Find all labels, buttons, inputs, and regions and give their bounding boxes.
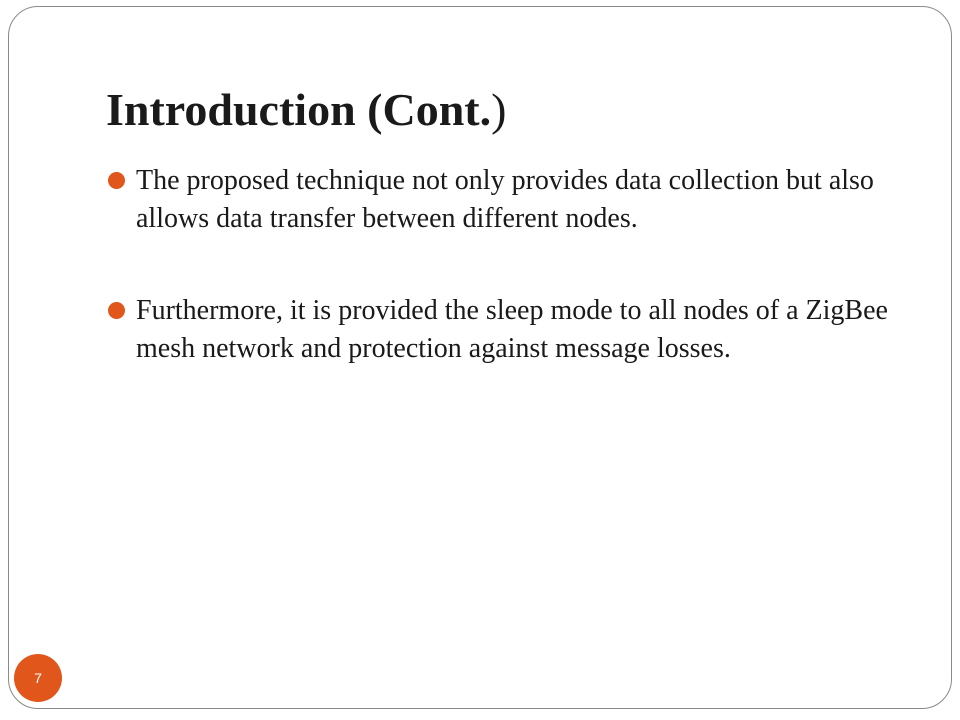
bullet-dot-icon (108, 172, 125, 189)
bullet-dot-icon (108, 302, 125, 319)
slide-title (106, 80, 506, 140)
bullet-text: Furthermore, it is provided the sleep mode to all nodes of a ZigBee mesh network and protection against message losses. (136, 295, 888, 364)
bullet-item (106, 292, 906, 368)
slide-title-close-paren: ) (491, 84, 507, 135)
page-number: 7 (34, 670, 42, 686)
bullet-list (106, 162, 906, 368)
page-number-badge (14, 654, 62, 702)
bullet-item (106, 162, 906, 238)
slide-title-text: Introduction (Cont. (106, 84, 492, 135)
bullet-text: The proposed technique not only provides data collection but also allows data transfer between different nodes. (136, 165, 874, 234)
